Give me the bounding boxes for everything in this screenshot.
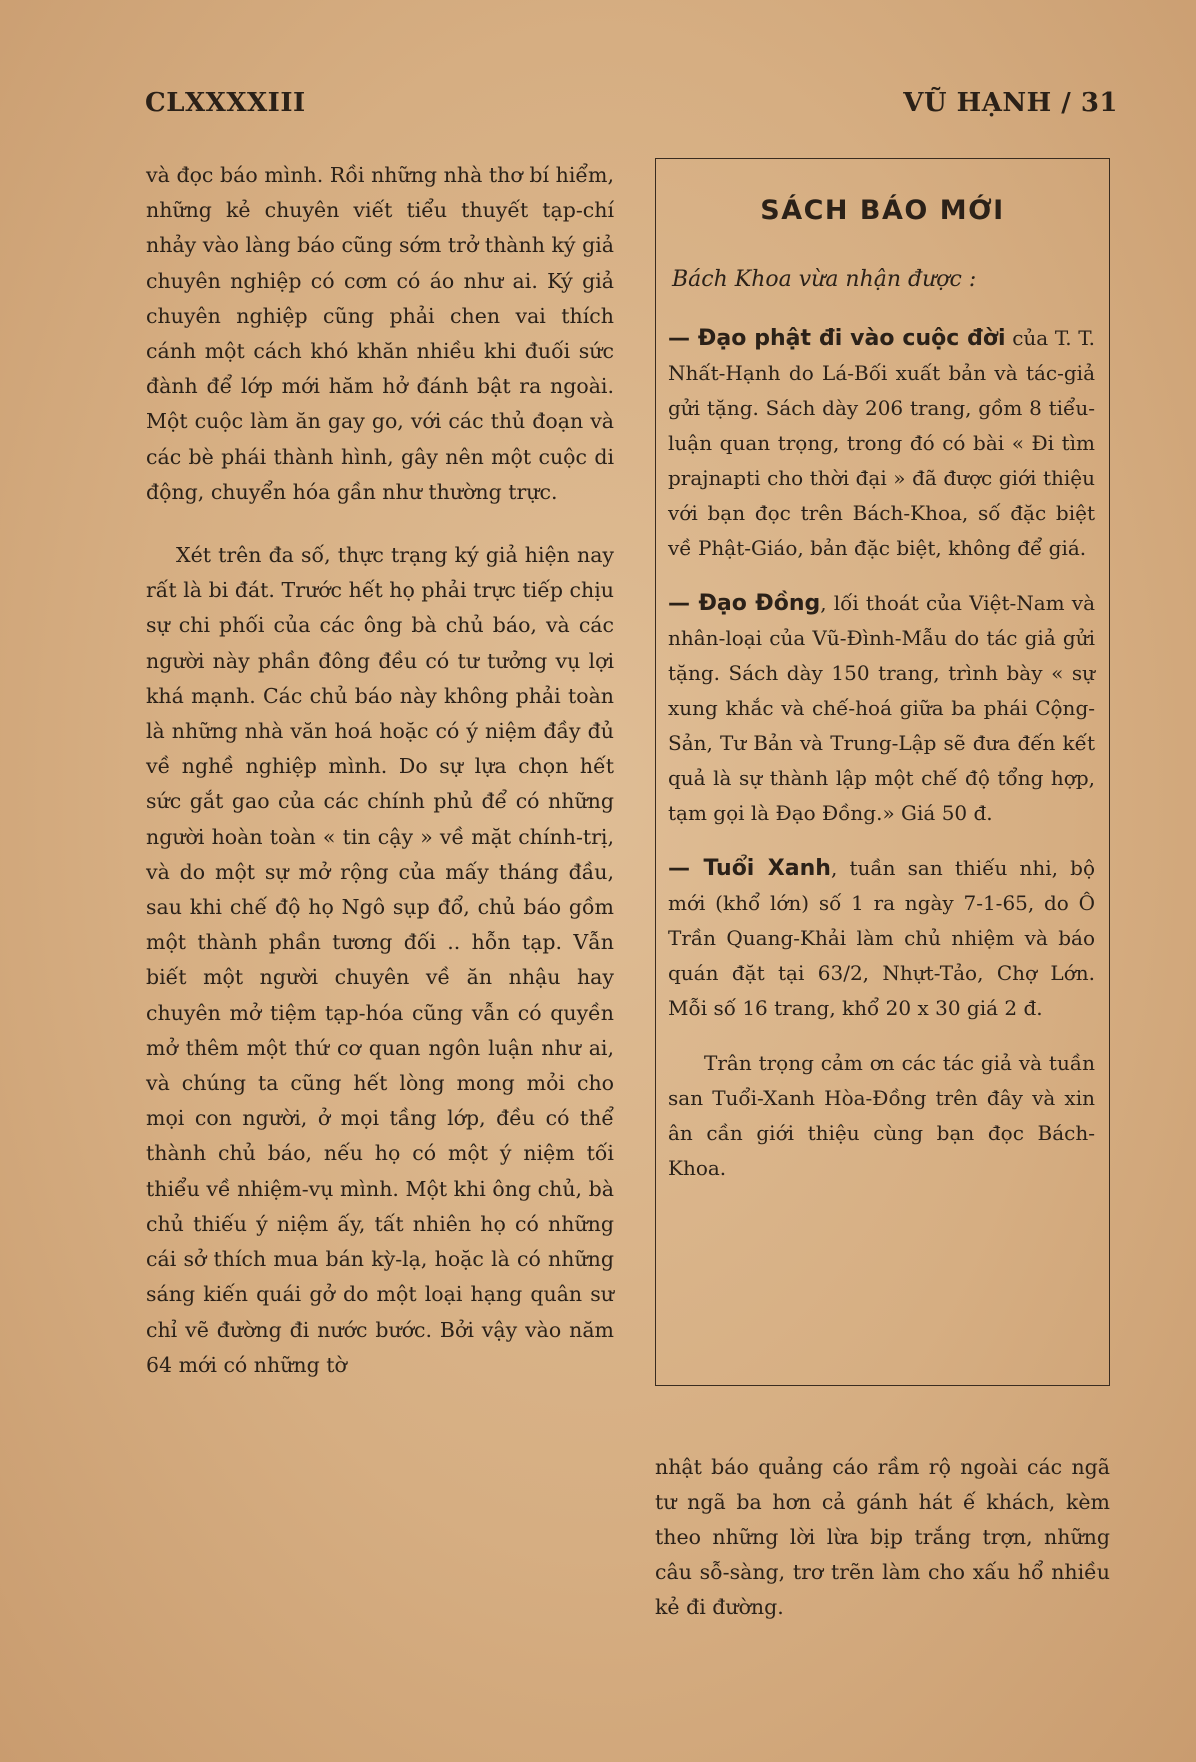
issue-number: CLXXXXIII xyxy=(145,88,306,118)
box-body xyxy=(668,321,1095,1206)
box-closing: Trân trọng cảm ơn các tác giả và tuần san Tuổi-Xanh Hòa-Đồng trên đây và xin ân cần giới thiệu cùng bạn đọc Bách-Khoa. xyxy=(668,1051,1095,1180)
author-page-header: VŨ HẠNH / 31 xyxy=(903,88,1118,118)
left-column xyxy=(146,158,614,1383)
box-title: SÁCH BÁO MỚI xyxy=(760,195,1005,226)
left-paragraph-2: Xét trên đa số, thực trạng ký giả hiện nay rất là bi đát. Trước hết họ phải trực tiếp chịu sự chi phối của các ông bà chủ báo, và các người này phần đông đều có tư tưởng vụ lợi khá mạnh. Các chủ báo này không phải toàn là những nhà văn hoá hoặc có ý niệm đầy đủ về nghề nghiệp mình. Do sự lựa chọn hết sức gắt gao của các chính phủ để có những người hoàn toàn « tin cậy » về mặt chính-trị, và do một sự mở rộng của mấy tháng đầu, sau khi chế độ họ Ngô sụp đổ, chủ báo gồm một thành phần tương đối .. hỗn tạp. Vẫn biết một người chuyên về ăn nhậu hay chuyên mở tiệm tạp-hóa cũng vẫn có quyền mở thêm một thứ cơ quan ngôn luận như ai, và chúng ta cũng hết lòng mong mỏi cho mọi con người, ở mọi tầng lớp, đều có thể thành chủ báo, nếu họ có một ý niệm tối thiểu về nhiệm-vụ mình. Một khi ông chủ, bà chủ thiếu ý niệm ấy, tất nhiên họ có những cái sở thích mua bán kỳ-lạ, hoặc là có những sáng kiến quái gở do một loại hạng quân sư chỉ vẽ đường đi nước bước. Bởi vậy vào năm 64 mới có những tờ xyxy=(146,543,614,1377)
book-entry-3 xyxy=(668,851,1095,1026)
book-entry-3-text: , tuần san thiếu nhi, bộ mới (khổ lớn) số 1 ra ngày 7-1-65, do Ô Trần Quang-Khải làm chủ nhiệm và báo quán đặt tại 63/2, Nhựt-Tảo, Chợ Lớn. Mỗi số 16 trang, khổ 20 x 30 giá 2 đ. xyxy=(668,856,1095,1020)
book-entry-3-title: — Tuổi Xanh xyxy=(668,856,831,881)
book-entry-1 xyxy=(668,321,1095,566)
box-intro: Bách Khoa vừa nhận được : xyxy=(672,267,977,292)
book-entry-1-title: — Đạo phật đi vào cuộc đời xyxy=(668,326,1006,351)
right-column xyxy=(655,1450,1110,1625)
new-books-box xyxy=(655,158,1110,1386)
book-entry-1-text: của T. T. Nhất-Hạnh do Lá-Bối xuất bản và tác-giả gửi tặng. Sách dày 206 trang, gồm 8 tiểu-luận quan trọng, trong đó có bài « Đi tìm prajnapti cho thời đại » đã được giới thiệu với bạn đọc trên Bách-Khoa, số đặc biệt về Phật-Giáo, bản đặc biệt, không để giá. xyxy=(668,326,1095,560)
left-paragraph-1: và đọc báo mình. Rồi những nhà thơ bí hiểm, những kẻ chuyên viết tiểu thuyết tạp-chí nhảy vào làng báo cũng sớm trở thành ký giả chuyên nghiệp có cơm có áo như ai. Ký giả chuyên nghiệp cũng phải chen vai thích cánh một cách khó khăn nhiều khi đuối sức đành để lớp mới hăm hở đánh bật ra ngoài. Một cuộc làm ăn gay go, với các thủ đoạn và các bè phái thành hình, gây nên một cuộc di động, chuyển hóa gần như thường trực. xyxy=(146,163,614,504)
book-entry-2-text: , lối thoát của Việt-Nam và nhân-loại của Vũ-Đình-Mẫu do tác giả gửi tặng. Sách dày 150 trang, trình bày « sự xung khắc và chế-hoá giữa ba phái Cộng-Sản, Tư Bản và Trung-Lập sẽ đưa đến kết quả là sự thành lập một chế độ tổng hợp, tạm gọi là Đạo Đồng.» Giá 50 đ. xyxy=(668,591,1095,825)
right-paragraph: nhật báo quảng cáo rầm rộ ngoài các ngã tư ngã ba hơn cả gánh hát ế khách, kèm theo những lời lừa bịp trắng trợn, những câu sỗ-sàng, trơ trẽn làm cho xấu hổ nhiều kẻ đi đường. xyxy=(655,1455,1110,1619)
book-entry-2 xyxy=(668,586,1095,831)
book-entry-2-title: — Đạo Đồng xyxy=(668,591,821,616)
